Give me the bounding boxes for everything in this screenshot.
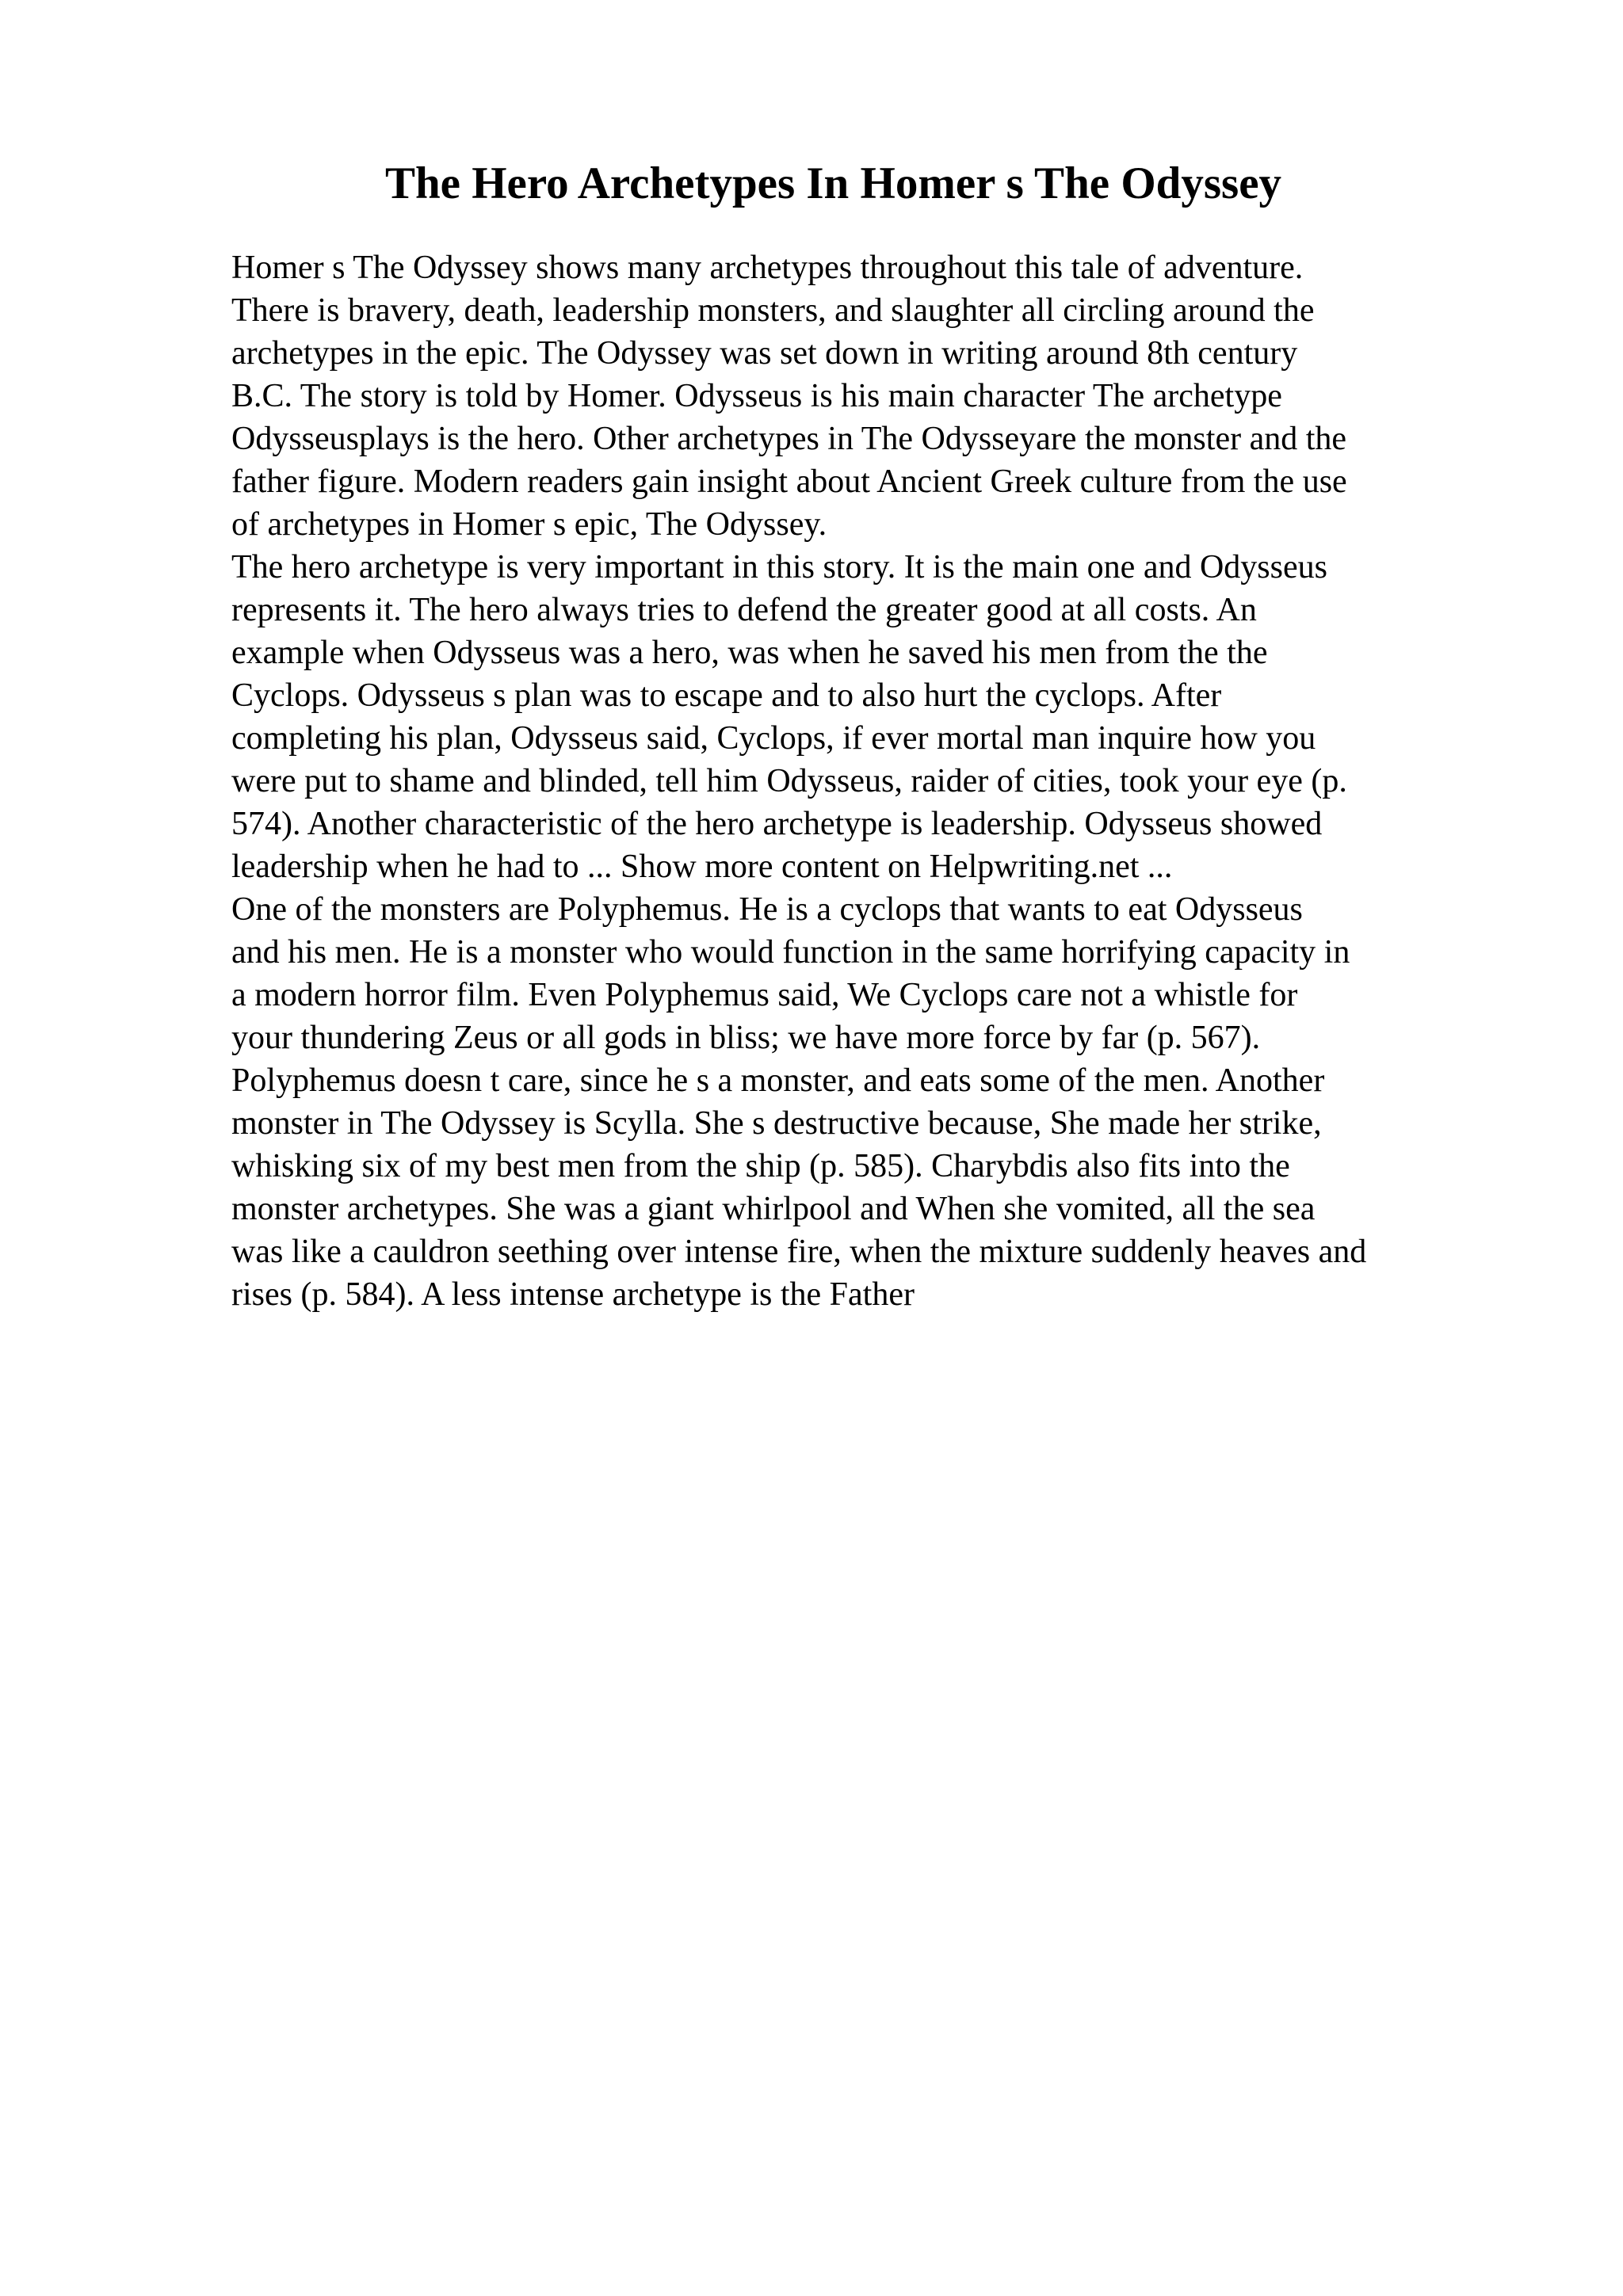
body-line: a modern horror film. Even Polyphemus said, We Cyclops care not a whistle for [231,977,1298,1013]
body-line: archetypes in the epic. The Odyssey was set down in writing around 8th century [231,335,1298,372]
document-title: The Hero Archetypes In Homer s The Odyssey [384,158,1282,208]
body-line: represents it. The hero always tries to defend the greater good at all costs. An [231,592,1257,628]
body-line: father figure. Modern readers gain insight about Ancient Greek culture from the use [231,463,1347,500]
body-line: 574). Another characteristic of the hero archetype is leadership. Odysseus showed [231,806,1323,842]
body-line: were put to shame and blinded, tell him Odysseus, raider of cities, took your eye (p. [231,763,1347,799]
body-line: example when Odysseus was a hero, was when he saved his men from the the [231,635,1268,671]
body-line: B.C. The story is told by Homer. Odysseus is his main character The archetype [231,378,1282,414]
body-line: Polyphemus doesn t care, since he s a monster, and eats some of the men. Another [231,1062,1325,1099]
body-line: leadership when he had to ... Show more content on Helpwriting.net ... [231,849,1173,885]
body-line: Odysseusplays is the hero. Other archetypes in The Odysseyare the monster and the [231,421,1347,457]
body-line: monster archetypes. She was a giant whirlpool and When she vomited, all the sea [231,1191,1316,1227]
body-line: was like a cauldron seething over intense fire, when the mixture suddenly heaves and [231,1234,1367,1270]
document-body [231,246,1509,1316]
body-line: Cyclops. Odysseus s plan was to escape and to also hurt the cyclops. After [231,677,1222,714]
body-line: whisking six of my best men from the ship (p. 585). Charybdis also fits into the [231,1148,1290,1184]
body-line: and his men. He is a monster who would function in the same horrifying capacity in [231,934,1350,971]
body-line: There is bravery, death, leadership monsters, and slaughter all circling around the [231,292,1315,329]
body-line: One of the monsters are Polyphemus. He is a cyclops that wants to eat Odysseus [231,891,1303,928]
body-line: Homer s The Odyssey shows many archetypes throughout this tale of adventure. [231,250,1304,286]
body-line: your thundering Zeus or all gods in bliss; we have more force by far (p. 567). [231,1020,1261,1056]
body-line: monster in The Odyssey is Scylla. She s destructive because, She made her strike, [231,1105,1322,1142]
body-line: completing his plan, Odysseus said, Cyclops, if ever mortal man inquire how you [231,720,1316,757]
body-line: rises (p. 584). A less intense archetype is the Father [231,1276,915,1313]
body-line: The hero archetype is very important in this story. It is the main one and Odysseus [231,549,1327,585]
body-line: of archetypes in Homer s epic, The Odyssey. [231,506,827,543]
